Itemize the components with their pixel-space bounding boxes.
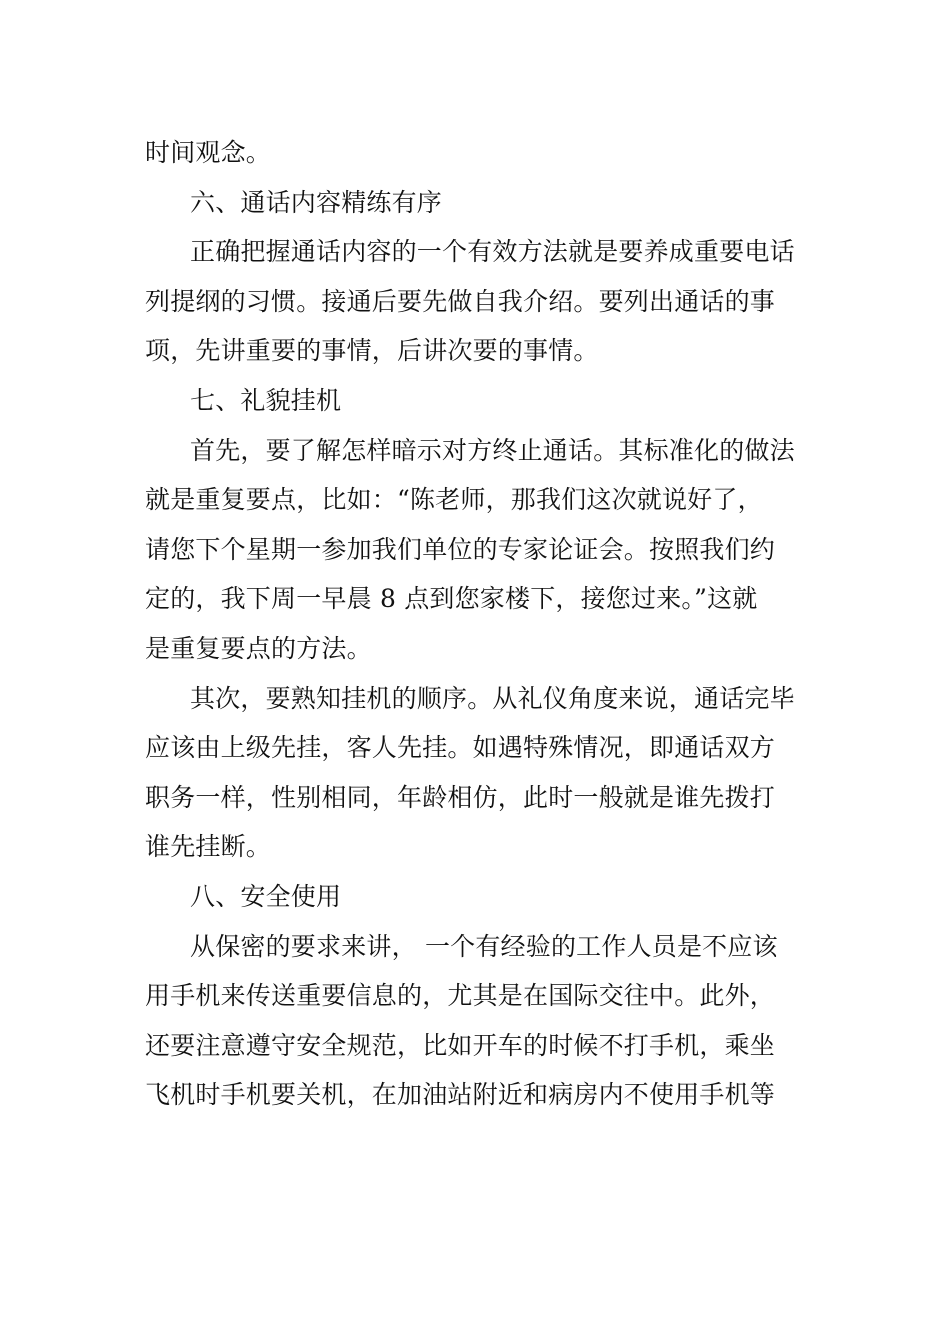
paragraph-line: 谁先挂断。 xyxy=(145,832,272,862)
paragraph-line: 其次，要熟知挂机的顺序。从礼仪角度来说，通话完毕 xyxy=(190,683,795,713)
paragraph-line: 还要注意遵守安全规范，比如开车的时候不打手机，乘坐 xyxy=(145,1030,776,1060)
section-heading-six: 六、通话内容精练有序 xyxy=(190,187,443,217)
document-body xyxy=(145,128,810,1120)
paragraph-line: 飞机时手机要关机，在加油站附近和病房内不使用手机等 xyxy=(145,1080,776,1110)
paragraph-line: 项，先讲重要的事情，后讲次要的事情。 xyxy=(145,336,599,366)
paragraph-line: 是重复要点的方法。 xyxy=(145,633,372,663)
paragraph-line: 列提纲的习惯。接通后要先做自我介绍。要列出通话的事 xyxy=(145,286,776,316)
paragraph-line: 用手机来传送重要信息的，尤其是在国际交往中。此外， xyxy=(145,981,776,1011)
paragraph-line: 正确把握通话内容的一个有效方法就是要养成重要电话 xyxy=(190,237,795,267)
paragraph-line: 定的，我下周一早晨 8 点到您家楼下，接您过来。”这就 xyxy=(145,584,758,614)
paragraph-line: 首先，要了解怎样暗示对方终止通话。其标准化的做法 xyxy=(190,435,795,465)
paragraph-line: 时间观念。 xyxy=(145,138,272,167)
section-heading-seven: 七、礼貌挂机 xyxy=(190,385,342,415)
paragraph-line: 从保密的要求来讲， 一个有经验的工作人员是不应该 xyxy=(190,931,778,961)
paragraph-line: 应该由上级先挂，客人先挂。如遇特殊情况，即通话双方 xyxy=(145,733,776,763)
paragraph-line: 职务一样，性别相同，年龄相仿，此时一般就是谁先拨打 xyxy=(145,782,776,812)
section-heading-eight: 八、安全使用 xyxy=(190,881,342,911)
paragraph-line: 就是重复要点，比如：“陈老师，那我们这次就说好了， xyxy=(145,485,763,515)
paragraph-line: 请您下个星期一参加我们单位的专家论证会。按照我们约 xyxy=(145,534,776,564)
